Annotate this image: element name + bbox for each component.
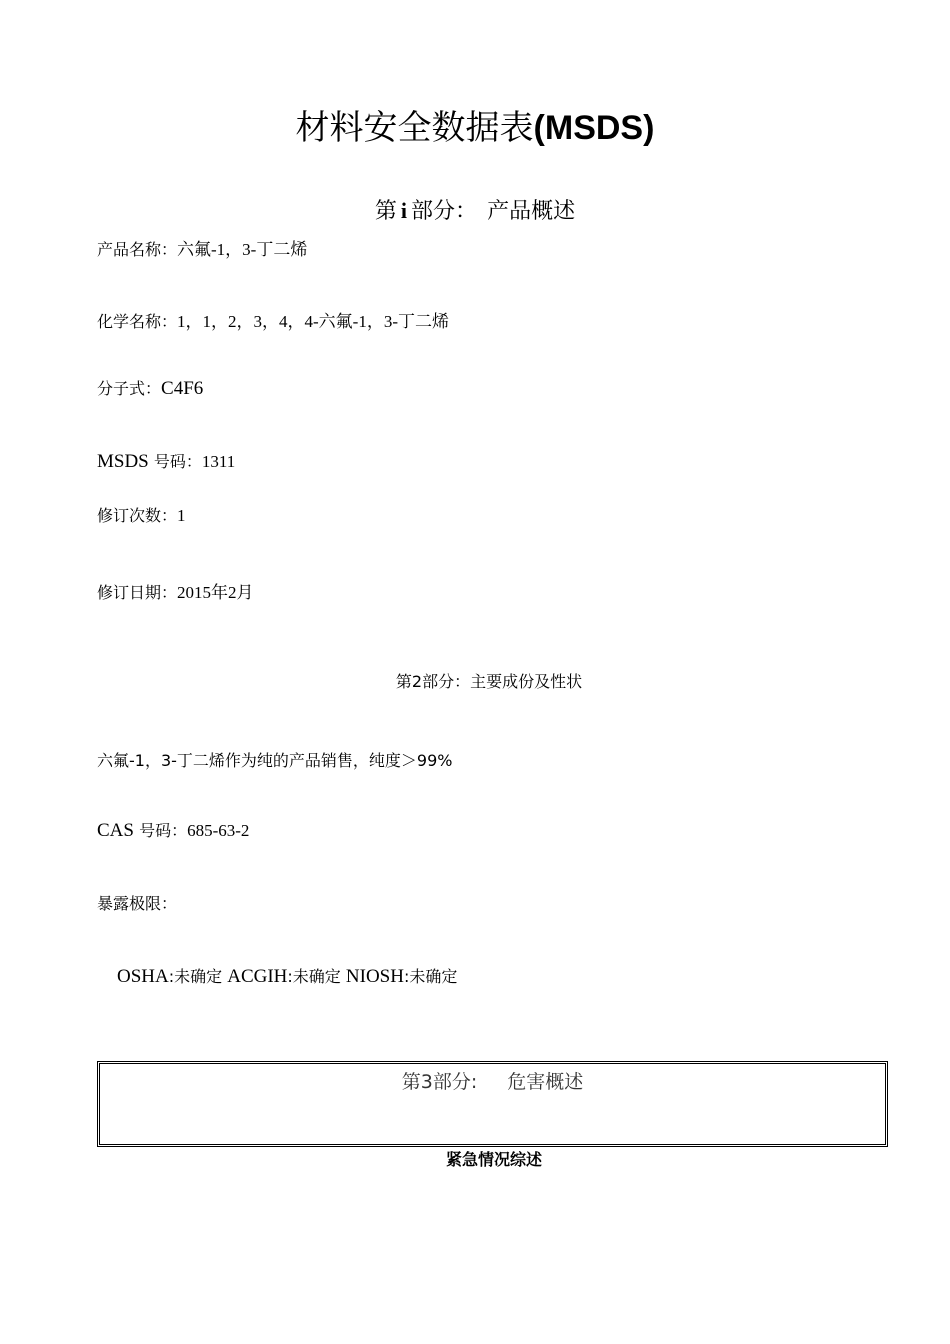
formula-label: 分子式：	[97, 379, 162, 398]
section1-heading	[0, 194, 950, 225]
product-name-row	[97, 235, 307, 260]
revision-date-label: 修订日期：	[97, 583, 178, 602]
cas-number-row	[97, 818, 249, 842]
revision-row	[97, 503, 186, 526]
msds-number-label: 号码：	[153, 452, 202, 471]
cas-prefix: CAS	[97, 820, 134, 841]
product-name-label: 产品名称：	[97, 240, 178, 259]
acgih-value: :未确定	[287, 967, 341, 986]
cas-value: 685-63-2	[187, 821, 250, 840]
msds-number-row	[97, 449, 235, 473]
msds-number-prefix: MSDS	[97, 451, 149, 472]
osha-label: OSHA	[117, 966, 169, 987]
section1-heading-part: 部分：	[411, 199, 478, 224]
chemical-name-label: 化学名称：	[97, 312, 178, 331]
niosh-label: NIOSH	[345, 966, 404, 987]
section3-heading-title: 危害概述	[507, 1071, 584, 1093]
title-text: 材料安全数据表	[295, 108, 534, 148]
formula-value: C4F6	[161, 378, 204, 399]
section3-heading	[100, 1067, 885, 1094]
exposure-limits-row	[117, 964, 457, 988]
document-title	[0, 100, 950, 149]
osha-value: :未确定	[168, 967, 223, 986]
chemical-name-value: 1，1，2，3，4，4-六氟-1，3-丁二烯	[177, 312, 449, 331]
revision-date-value: 2015年2月	[177, 583, 254, 602]
chemical-name-row	[97, 307, 449, 332]
section3-heading-part: 第3部分:	[401, 1071, 478, 1093]
product-name-value: 六氟-1，3-丁二烯	[177, 240, 308, 259]
section1-heading-prefix: 第	[374, 199, 397, 224]
section3-heading-box	[97, 1061, 888, 1147]
section2-heading: 第2部分：主要成份及性状	[395, 672, 583, 691]
msds-number-value: 1311	[201, 452, 236, 471]
cas-label: 号码：	[139, 821, 188, 840]
exposure-limits-label: 暴露极限：	[97, 894, 178, 913]
purity-statement: 六氟-1，3-丁二烯作为纯的产品销售，纯度＞99%	[97, 751, 453, 770]
section1-heading-number: i	[400, 198, 408, 223]
revision-value: 1	[177, 506, 186, 525]
revision-date-row	[97, 578, 254, 603]
acgih-label: ACGIH	[227, 966, 288, 987]
niosh-value: :未确定	[403, 967, 458, 986]
formula-row	[97, 376, 203, 400]
revision-label: 修订次数：	[97, 506, 178, 525]
section1-heading-title: 产品概述	[487, 199, 576, 224]
title-abbreviation: (MSDS)	[533, 109, 655, 147]
emergency-overview-heading: 紧急情况综述	[445, 1150, 542, 1169]
